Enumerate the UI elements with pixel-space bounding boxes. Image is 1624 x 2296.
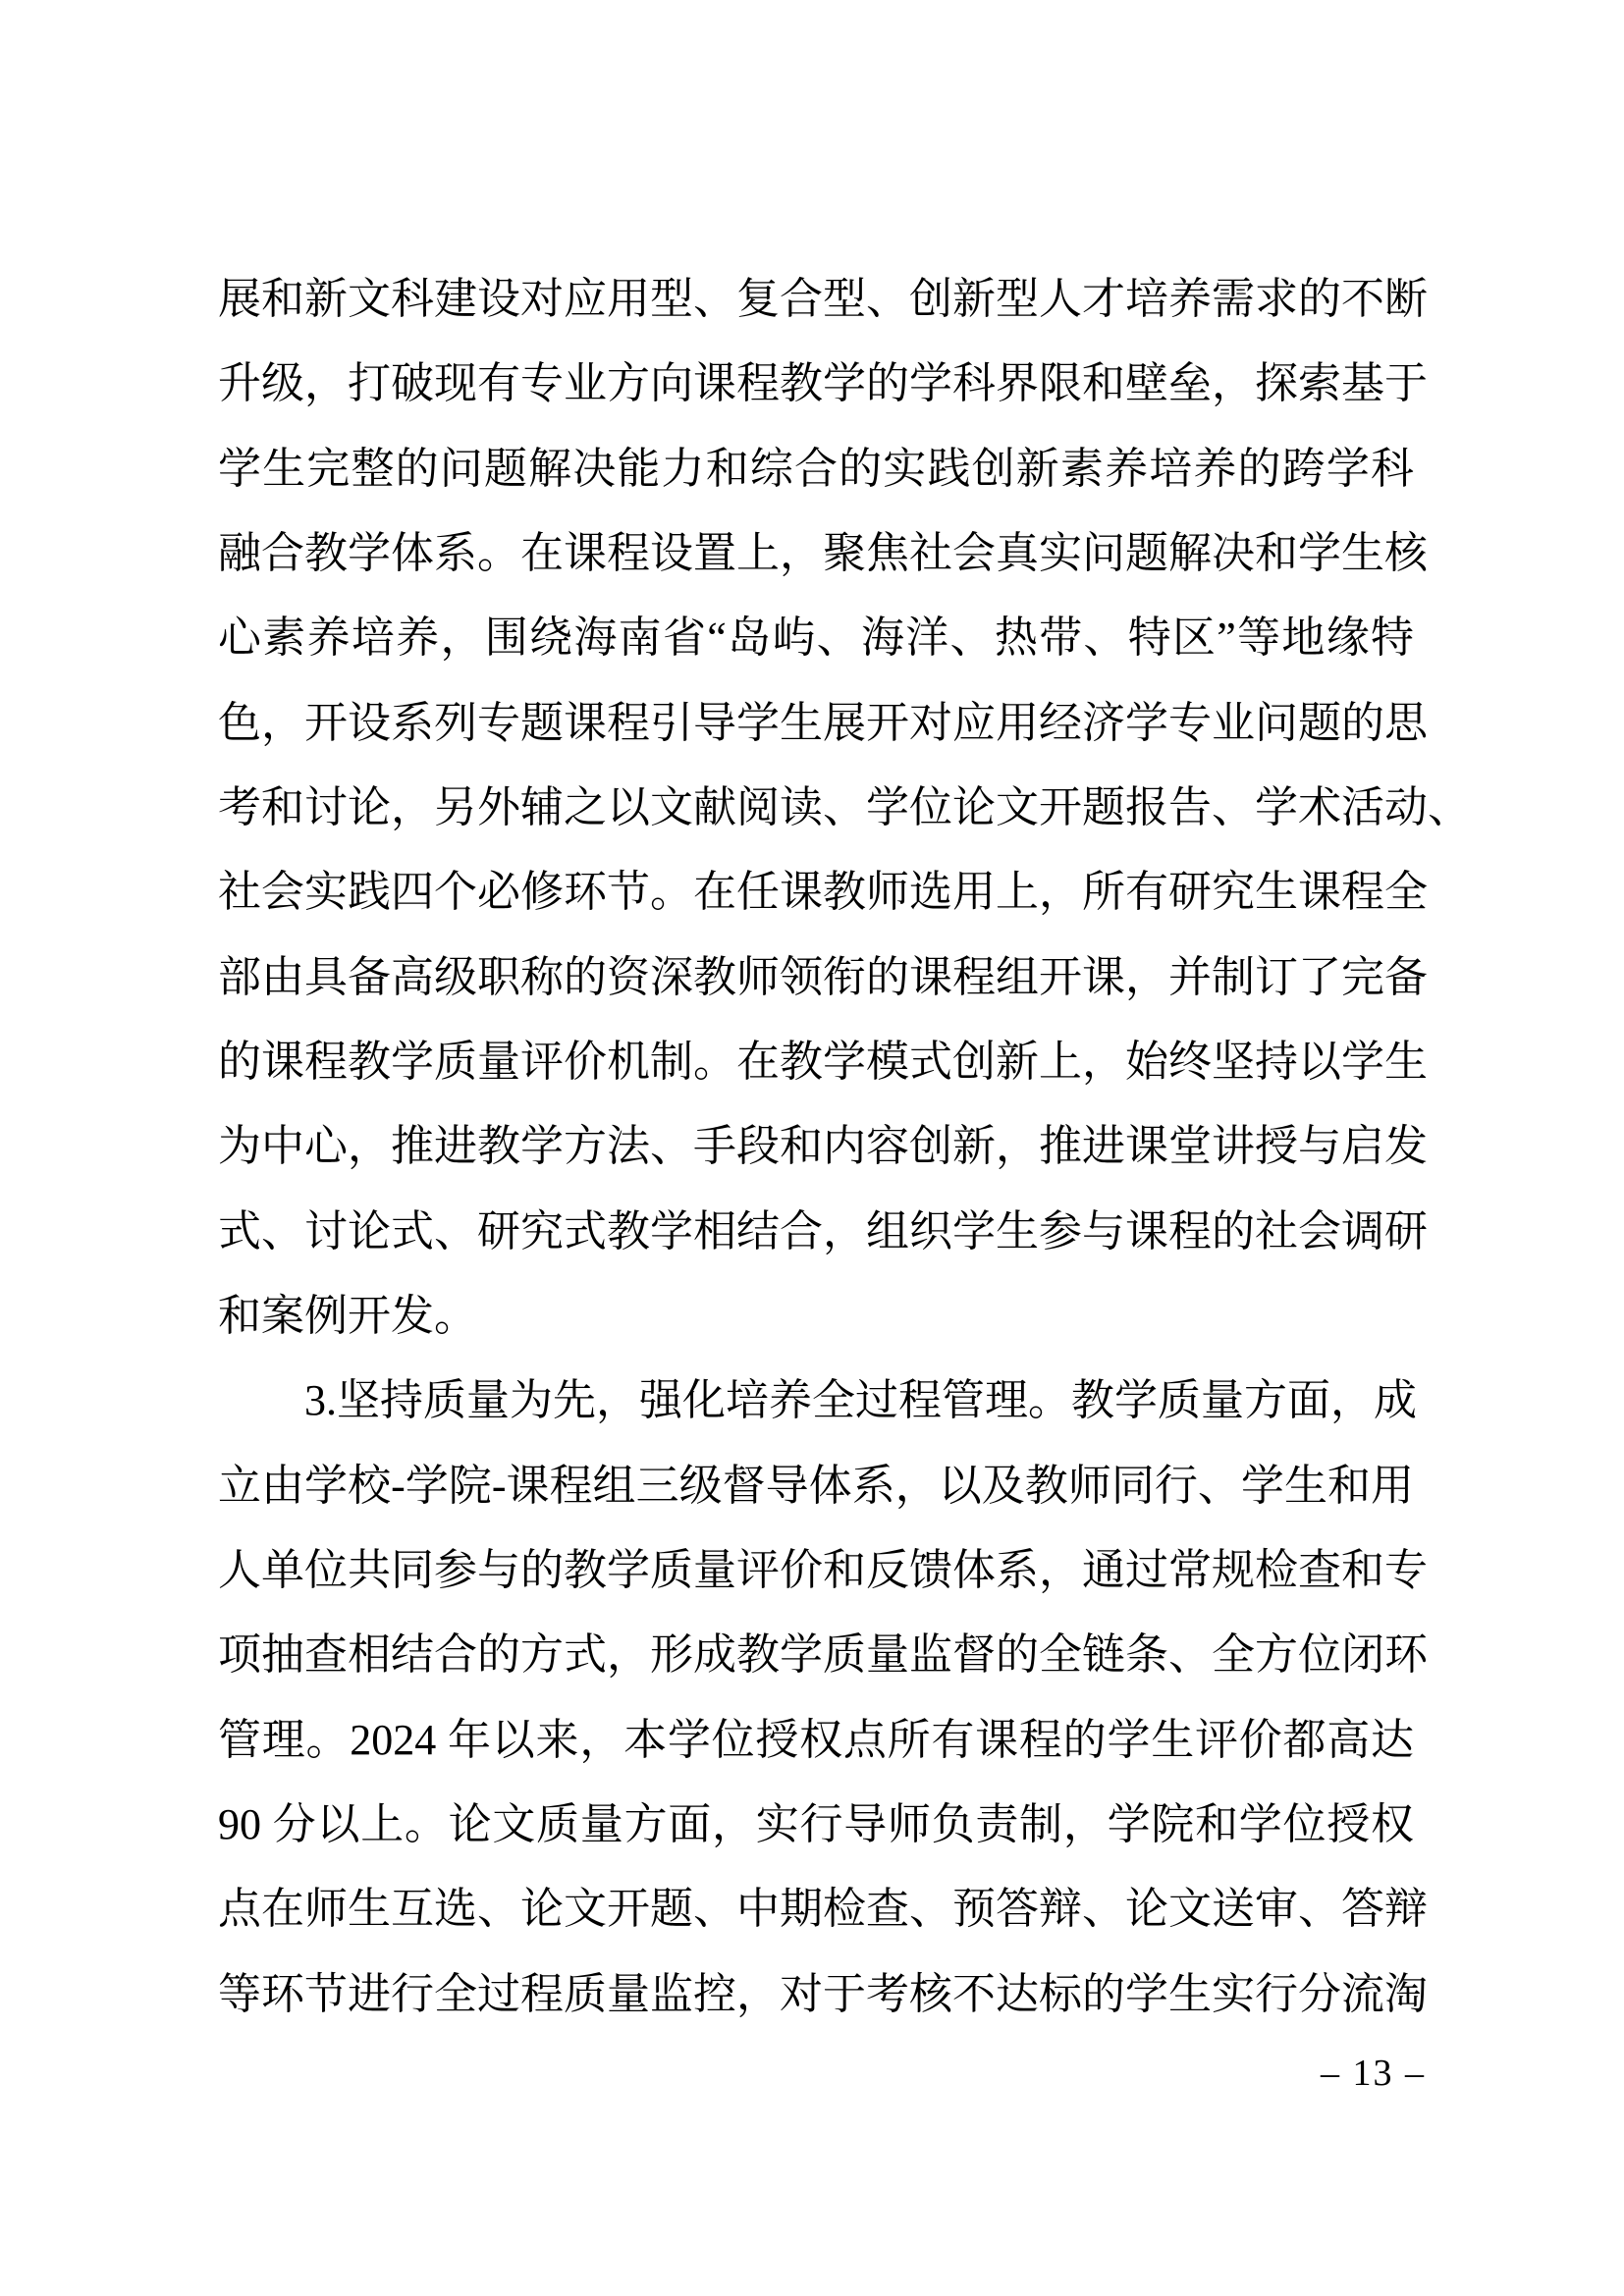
text-line: 社会实践四个必修环节。在任课教师选用上，所有研究生课程全: [218, 868, 1428, 917]
text-line: 点在师生互选、论文开题、中期检查、预答辩、论文送审、答辩: [218, 1885, 1428, 1934]
text-line: 项抽查相结合的方式，形成教学质量监督的全链条、全方位闭环: [218, 1630, 1428, 1680]
text-line: 的课程教学质量评价机制。在教学模式创新上，始终坚持以学生: [218, 1037, 1428, 1086]
text-line: 等环节进行全过程质量监控，对于考核不达标的学生实行分流淘: [218, 1969, 1428, 2018]
text-line: 90 分以上。论文质量方面，实行导师负责制，学院和学位授权: [218, 1799, 1414, 1848]
text-line: 学生完整的问题解决能力和综合的实践创新素养培养的跨学科: [218, 444, 1414, 493]
text-line-paragraph-end: 和案例开发。: [218, 1291, 477, 1340]
text-line: 管理。2024 年以来，本学位授权点所有课程的学生评价都高达: [218, 1715, 1414, 1764]
text-line: 立由学校-学院-课程组三级督导体系，以及教师同行、学生和用: [218, 1461, 1414, 1510]
text-line: 部由具备高级职称的资深教师领衔的课程组开课，并制订了完备: [218, 952, 1428, 1001]
page-body-text: [218, 257, 1471, 2037]
text-line: 心素养培养，围绕海南省“岛屿、海洋、热带、特区”等地缘特: [218, 614, 1414, 663]
text-line: 融合教学体系。在课程设置上，聚焦社会真实问题解决和学生核: [218, 528, 1428, 577]
text-line: 考和讨论，另外辅之以文献阅读、学位论文开题报告、学术活动、: [218, 782, 1471, 831]
text-line: 展和新文科建设对应用型、复合型、创新型人才培养需求的不断: [218, 275, 1428, 323]
text-line: 人单位共同参与的教学质量评价和反馈体系，通过常规检查和专: [218, 1545, 1428, 1594]
text-line: 为中心，推进教学方法、手段和内容创新，推进课堂讲授与启发: [218, 1122, 1428, 1171]
text-line: 式、讨论式、研究式教学相结合，组织学生参与课程的社会调研: [218, 1206, 1428, 1255]
page-number: – 13 –: [1321, 2053, 1426, 2094]
text-line-paragraph-start: 3.坚持质量为先，强化培养全过程管理。教学质量方面，成: [304, 1376, 1417, 1425]
text-line: 升级，打破现有专业方向课程教学的学科界限和壁垒，探索基于: [218, 359, 1428, 408]
text-line: 色，开设系列专题课程引导学生展开对应用经济学专业问题的思: [218, 698, 1428, 747]
